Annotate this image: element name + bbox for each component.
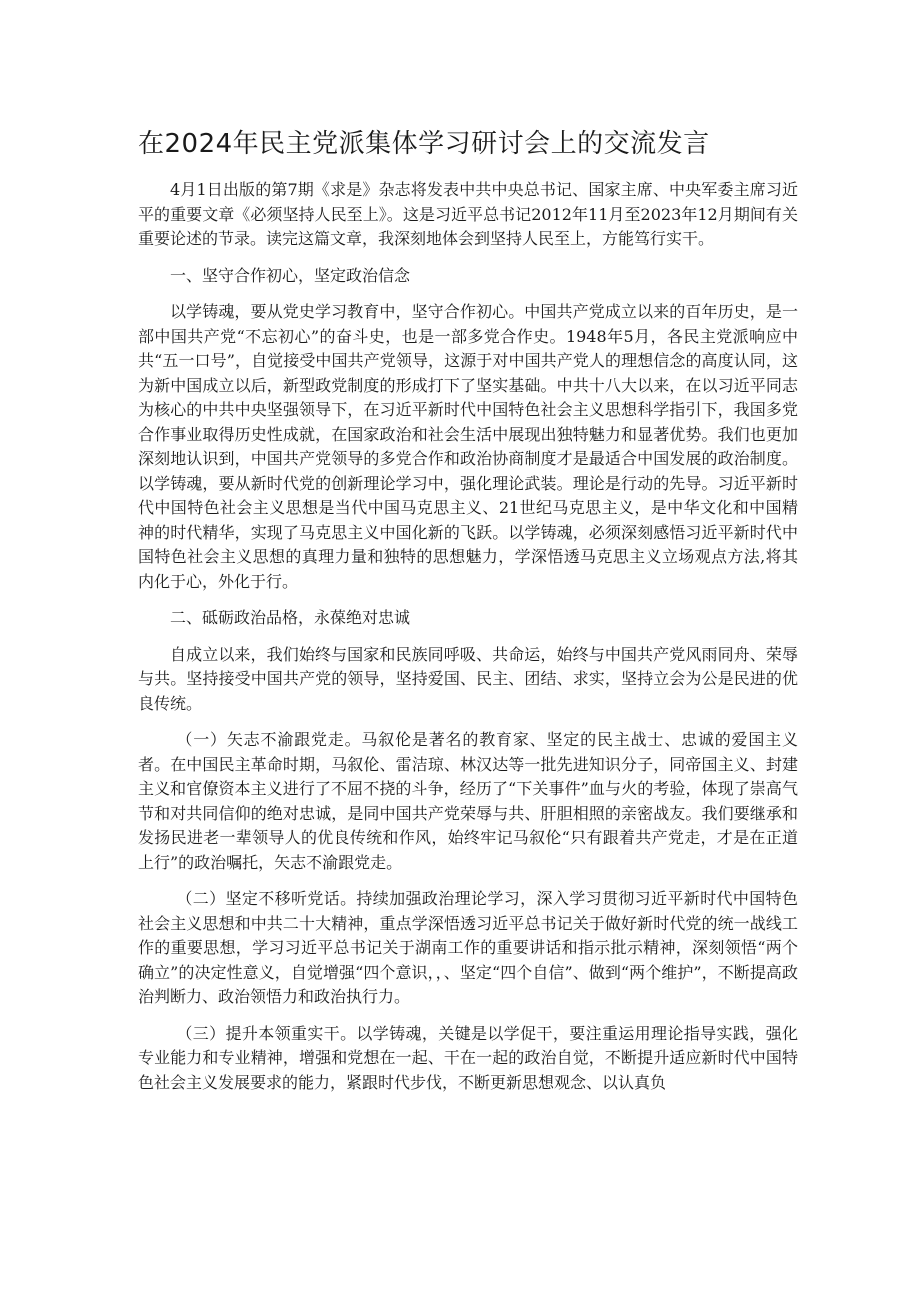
- section-1-heading: 一、坚守合作初心，坚定政治信念: [170, 265, 411, 285]
- document-title: 在2024年民主党派集体学习研讨会上的交流发言: [138, 129, 710, 159]
- section-2-item-2: （二）坚定不移听党话。持续加强政治理论学习，深入学习贯彻习近平新时代中国特色社会主义思想和中共二十大精神，重点学深悟透习近平总书记关于做好新时代党的统一战线工作的重要思想，学习习近平总书记关于湖南工作的重要讲话和指示批示精神，深刻领悟“两个确立”的决定性意义，自觉增强“四个意识，，、坚定“四个自信”、做到“两个维护”，不断提高政治判断力、政治领悟力和政治执行力。: [138, 889, 798, 1006]
- section-1-body: 以学铸魂，要从党史学习教育中，坚守合作初心。中国共产党成立以来的百年历史，是一部中国共产党“不忘初心”的奋斗史，也是一部多党合作史。1948年5月，各民主党派响应中共“五一口号”，自觉接受中国共产党领导，这源于对中国共产党人的理想信念的高度认同，这为新中国成立以后，新型政党制度的形成打下了坚实基础。中共十八大以来，在以习近平同志为核心的中共中央坚强领导下，在习近平新时代中国特色社会主义思想科学指引下，我国多党合作事业取得历史性成就，在国家政治和社会生活中展现出独特魅力和显著优势。我们也更加深刻地认识到，中国共产党领导的多党合作和政治协商制度才是最适合中国发展的政治制度。以学铸魂，要从新时代党的创新理论学习中，强化理论武装。理论是行动的先导。习近平新时代中国特色社会主义思想是当代中国马克思主义、21世纪马克思主义，是中华文化和中国精神的时代精华，实现了马克思主义中国化新的飞跃。以学铸魂，必须深刻感悟习近平新时代中国特色社会主义思想的真理力量和独特的思想魅力，学深悟透马克思主义立场观点方法,将其内化于心，外化于行。: [138, 302, 798, 591]
- document-page: [138, 124, 798, 1107]
- section-2-item-3: （三）提升本领重实干。以学铸魂，关键是以学促干，要注重运用理论指导实践，强化专业能力和专业精神，增强和党想在一起、干在一起的政治自觉，不断提升适应新时代中国特色社会主义发展要求的能力，紧跟时代步伐，不断更新思想观念、以认真负: [138, 1023, 798, 1092]
- intro-paragraph: 4月1日出版的第7期《求是》杂志将发表中共中央总书记、国家主席、中央军委主席习近平的重要文章《必须坚持人民至上》。这是习近平总书记2012年11月至2023年12月期间有关重要论述的节录。读完这篇文章，我深刻地体会到坚持人民至上，方能笃行实干。: [138, 180, 798, 248]
- section-2-body: 自成立以来，我们始终与国家和民族同呼吸、共命运，始终与中国共产党风雨同舟、荣辱与共。坚持接受中国共产党的领导，坚持爱国、民主、团结、求实，坚持立会为公是民进的优良传统。: [138, 644, 798, 713]
- section-2-heading: 二、砥砺政治品格，永葆绝对忠诚: [170, 608, 411, 627]
- section-2-item-1: （一）矢志不渝跟党走。马叙伦是著名的教育家、坚定的民主战士、忠诚的爱国主义者。在中国民主革命时期，马叙伦、雷洁琼、林汉达等一批先进知识分子，同帝国主义、封建主义和官僚资本主义进行了不屈不挠的斗争，经历了“下关事件”血与火的考验，体现了崇高气节和对共同信仰的绝对忠诚，是同中国共产党荣辱与共、肝胆相照的亲密战友。我们要继承和发扬民进老一辈领导人的优良传统和作风，始终牢记马叙伦“只有跟着共产党走，才是在正道上行”的政治嘱托，矢志不渝跟党走。: [138, 730, 798, 872]
